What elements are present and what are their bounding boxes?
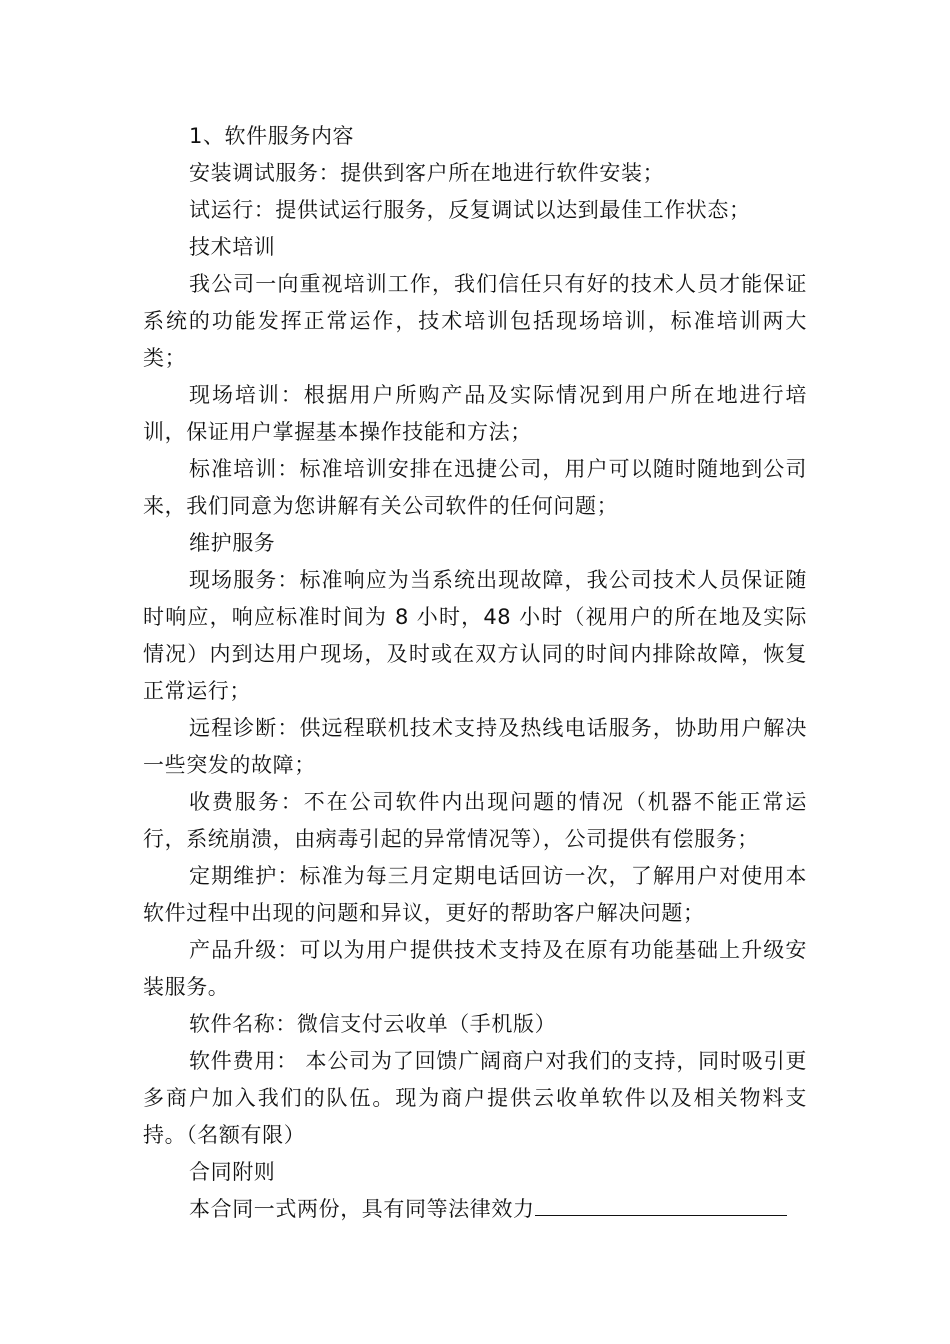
paragraph-periodic-maintenance: 定期维护：标准为每三月定期电话回访一次，了解用户对使用本软件过程中出现的问题和异议，更好的帮助客户解决问题； (143, 864, 807, 925)
paragraph-standard-training: 标准培训：标准培训安排在迅捷公司，用户可以随时随地到公司来，我们同意为您讲解有关公司软件的任何问题； (143, 457, 807, 518)
contract-copies-text: 本合同一式两份，具有同等法律效力 (189, 1197, 535, 1221)
paragraph-software-fee: 软件费用： 本公司为了回馈广阔商户对我们的支持，同时吸引更多商户加入我们的队伍。现为商户提供云收单软件以及相关物料支持。（名额有限） (143, 1049, 807, 1147)
paragraph-onsite-training: 现场培训：根据用户所购产品及实际情况到用户所在地进行培训，保证用户掌握基本操作技能和方法； (143, 383, 807, 444)
section-heading-software-service: 1、软件服务内容 (189, 124, 355, 148)
paragraph-product-upgrade: 产品升级：可以为用户提供技术支持及在原有功能基础上升级安装服务。 (143, 938, 807, 999)
signature-blank-line (535, 1193, 787, 1216)
document-body (143, 118, 807, 1228)
paragraph-installation-service: 安装调试服务：提供到客户所在地进行软件安装； (189, 161, 665, 185)
paragraph-onsite-service: 现场服务：标准响应为当系统出现故障，我公司技术人员保证随时响应，响应标准时间为 8 小时，48 小时（视用户的所在地及实际情况）内到达用户现场，及时或在双方认同的时间内排除故障，恢复正常运行； (143, 568, 807, 703)
paragraph-remote-diagnosis: 远程诊断：供远程联机技术支持及热线电话服务，协助用户解决一些突发的故障； (143, 716, 807, 777)
subheading-contract-appendix: 合同附则 (189, 1160, 276, 1184)
paragraph-training-intro: 我公司一向重视培训工作，我们信任只有好的技术人员才能保证系统的功能发挥正常运作，技术培训包括现场培训，标准培训两大类； (143, 272, 807, 370)
subheading-technical-training: 技术培训 (189, 235, 276, 259)
subheading-maintenance-service: 维护服务 (189, 531, 276, 555)
paragraph-paid-service: 收费服务：不在公司软件内出现问题的情况（机器不能正常运行，系统崩溃，由病毒引起的异常情况等），公司提供有偿服务； (143, 790, 807, 851)
paragraph-software-name: 软件名称：微信支付云收单（手机版） (189, 1012, 557, 1036)
paragraph-contract-copies (143, 1191, 807, 1228)
paragraph-trial-run: 试运行：提供试运行服务，反复调试以达到最佳工作状态； (189, 198, 751, 222)
